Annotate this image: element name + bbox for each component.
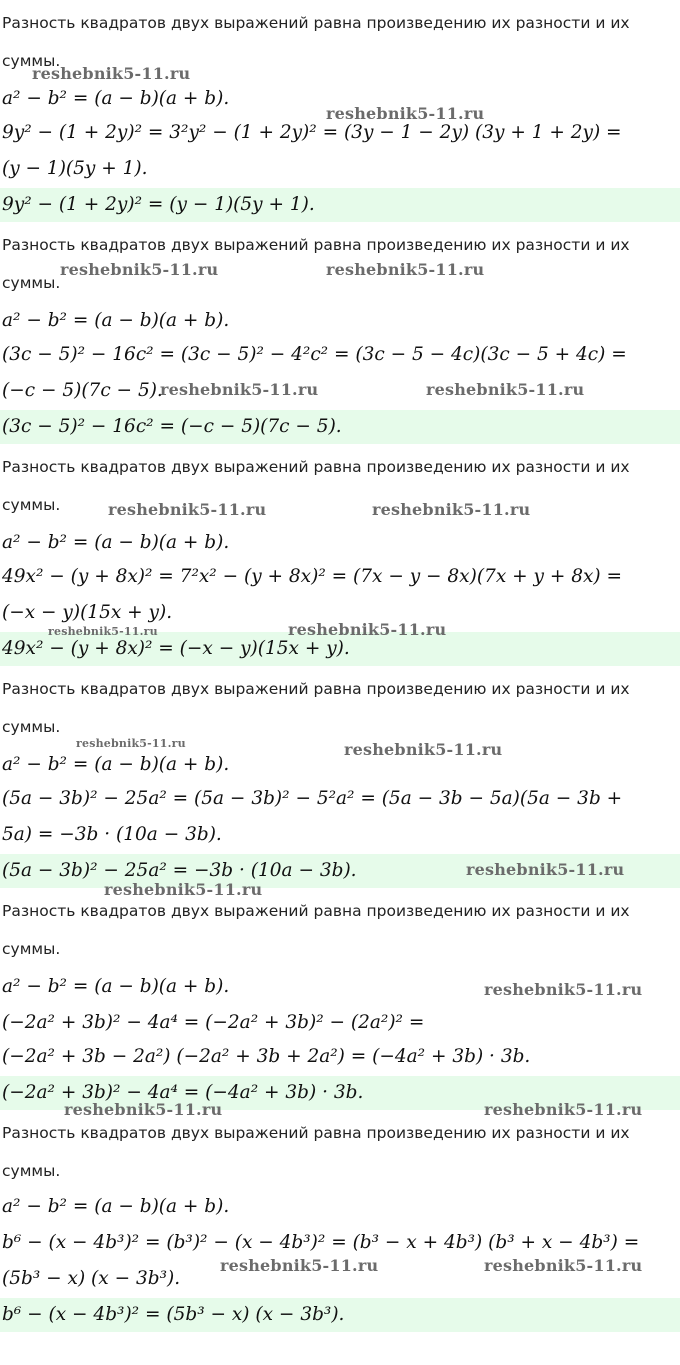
formula-line: a² − b² = (a − b)(a + b). — [2, 976, 230, 997]
solution-step: (3c − 5)² − 16c² = (3c − 5)² − 4²c² = (3c − 5 − 4c)(3c − 5 + 4c) = — [2, 344, 627, 365]
formula-line: a² − b² = (a − b)(a + b). — [2, 754, 230, 775]
solution-step: (5a − 3b)² − 25a² = (5a − 3b)² − 5²a² = (5a − 3b − 5a)(5a − 3b + — [2, 788, 623, 809]
watermark: reshebnik5-11.ru — [326, 104, 485, 123]
solution-step: (−x − y)(15x + y). — [2, 602, 173, 623]
watermark: reshebnik5-11.ru — [466, 860, 625, 879]
watermark: reshebnik5-11.ru — [60, 260, 219, 279]
watermark: reshebnik5-11.ru — [484, 980, 643, 999]
explanation-text: Разность квадратов двух выражений равна произведению их разности и их суммы. — [2, 236, 630, 292]
formula-line: a² − b² = (a − b)(a + b). — [2, 532, 230, 553]
solution-step: 9y² − (1 + 2y)² = 3²y² − (1 + 2y)² = (3y − 1 − 2y) (3y + 1 + 2y) = — [2, 122, 622, 143]
watermark: reshebnik5-11.ru — [484, 1100, 643, 1119]
explanation-text: Разность квадратов двух выражений равна произведению их разности и их суммы. — [2, 902, 630, 958]
watermark: reshebnik5-11.ru — [76, 737, 186, 750]
solution-step: (−2a² + 3b − 2a²) (−2a² + 3b + 2a²) = (−4a² + 3b) · 3b. — [2, 1046, 531, 1067]
solution-step: 49x² − (y + 8x)² = 7²x² − (y + 8x)² = (7x − y − 8x)(7x + y + 8x) = — [2, 566, 623, 587]
watermark: reshebnik5-11.ru — [426, 380, 585, 399]
solution-step: (−c − 5)(7c − 5). — [2, 380, 163, 401]
watermark: reshebnik5-11.ru — [326, 260, 485, 279]
answer-line: (3c − 5)² − 16c² = (−c − 5)(7c − 5). — [2, 416, 342, 437]
explanation-text: Разность квадратов двух выражений равна произведению их разности и их суммы. — [2, 1124, 630, 1180]
watermark: reshebnik5-11.ru — [108, 500, 267, 519]
watermark: reshebnik5-11.ru — [48, 625, 158, 638]
solution-step: (5b³ − x) (x − 3b³). — [2, 1268, 181, 1289]
formula-line: a² − b² = (a − b)(a + b). — [2, 1196, 230, 1217]
solution-step: (y − 1)(5y + 1). — [2, 158, 148, 179]
answer-line: (5a − 3b)² − 25a² = −3b · (10a − 3b). — [2, 860, 357, 881]
answer-line: 49x² − (y + 8x)² = (−x − y)(15x + y). — [2, 638, 350, 659]
explanation-text: Разность квадратов двух выражений равна произведению их разности и их суммы. — [2, 458, 630, 514]
solution-step: b⁶ − (x − 4b³)² = (b³)² − (x − 4b³)² = (b³ − x + 4b³) (b³ + x − 4b³) = — [2, 1232, 640, 1253]
watermark: reshebnik5-11.ru — [372, 500, 531, 519]
solution-step: (−2a² + 3b)² − 4a⁴ = (−2a² + 3b)² − (2a²)² = — [2, 1012, 425, 1033]
answer-line: (−2a² + 3b)² − 4a⁴ = (−4a² + 3b) · 3b. — [2, 1082, 364, 1103]
answer-line: 9y² − (1 + 2y)² = (y − 1)(5y + 1). — [2, 194, 315, 215]
explanation-text: Разность квадратов двух выражений равна произведению их разности и их суммы. — [2, 680, 630, 736]
answer-line: b⁶ − (x − 4b³)² = (5b³ − x) (x − 3b³). — [2, 1304, 345, 1325]
watermark: reshebnik5-11.ru — [220, 1256, 379, 1275]
explanation-text: Разность квадратов двух выражений равна произведению их разности и их суммы. — [2, 14, 630, 70]
watermark: reshebnik5-11.ru — [288, 620, 447, 639]
watermark: reshebnik5-11.ru — [160, 380, 319, 399]
watermark: reshebnik5-11.ru — [104, 880, 263, 899]
formula-line: a² − b² = (a − b)(a + b). — [2, 88, 230, 109]
formula-line: a² − b² = (a − b)(a + b). — [2, 310, 230, 331]
watermark: reshebnik5-11.ru — [484, 1256, 643, 1275]
solution-step: 5a) = −3b · (10a − 3b). — [2, 824, 222, 845]
watermark: reshebnik5-11.ru — [64, 1100, 223, 1119]
watermark: reshebnik5-11.ru — [32, 64, 191, 83]
watermark: reshebnik5-11.ru — [344, 740, 503, 759]
